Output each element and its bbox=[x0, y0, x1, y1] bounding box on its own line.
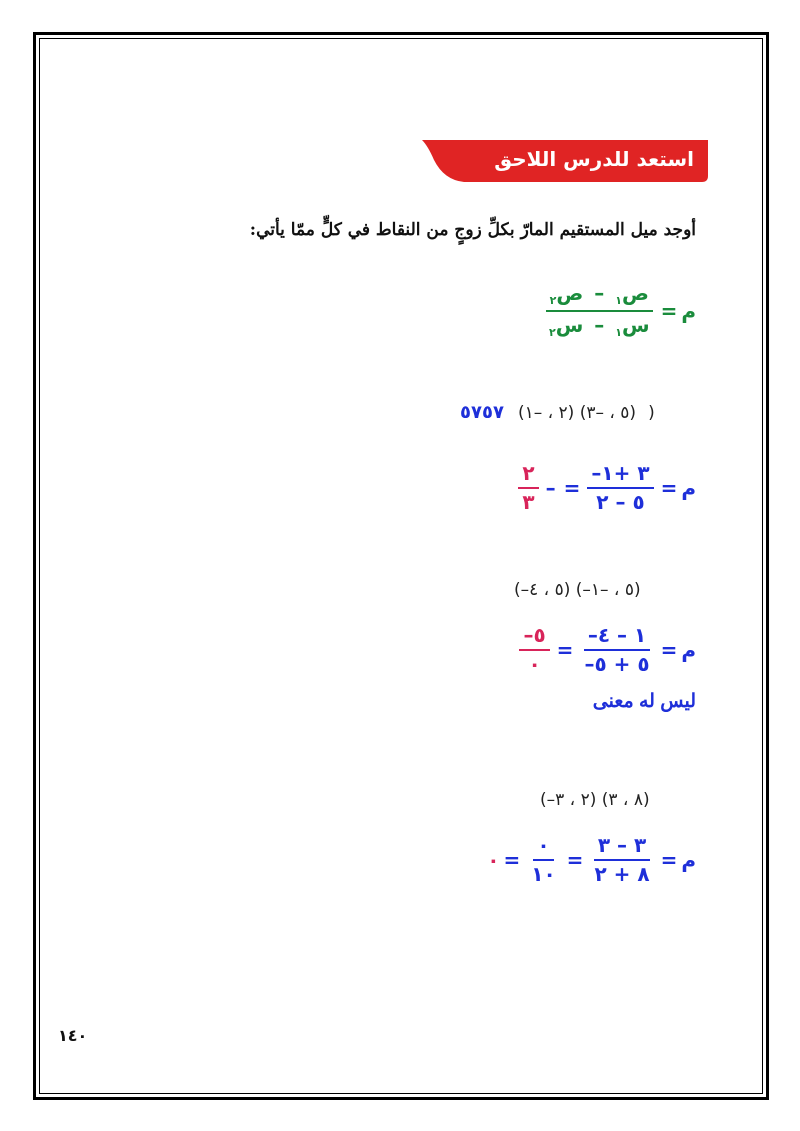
problem-2-result: $\frac{-٥}{٠}$ bbox=[519, 624, 549, 676]
slope-formula bbox=[542, 282, 696, 339]
banner-title: استعد للدرس اللاحق bbox=[494, 147, 694, 171]
problem-1-marker: ) bbox=[648, 402, 655, 423]
problem-1-header bbox=[460, 402, 655, 423]
formula-fraction bbox=[545, 282, 654, 339]
problem-2-fraction: $\frac{-١ - ٤}{-٥ + ٥}$ bbox=[584, 623, 650, 676]
formula-numerator: ص$_١$ – ص$_٢$ bbox=[546, 282, 653, 312]
problem-1-annotation: ٥٧٥٧ bbox=[460, 402, 504, 423]
formula-denominator: س$_١$ – س$_٢$ bbox=[548, 312, 650, 339]
problem-3-points: (–٢ ، ٣) (٨ ، ٣) bbox=[540, 790, 650, 810]
instruction-text: أوجد ميل المستقيم المارّ بكلِّ زوجٍ من النقاط في كلٍّ ممّا يأتي: bbox=[249, 220, 696, 240]
problem-3-fraction: $\frac{٣ - ٣}{٨ + ٢}$ bbox=[594, 833, 650, 886]
problem-1-points: (٢ ، –١) (٥ ، –٣) bbox=[517, 402, 637, 423]
problem-3-solution: ٠ = $\frac{٠}{١٠}$ = $\frac{٣ - ٣}{٨ + ٢}$ = م bbox=[487, 833, 696, 886]
page-border-inner bbox=[39, 38, 763, 1094]
problem-3-final: ٠ bbox=[487, 848, 500, 872]
page-number: ١٤٠ bbox=[58, 1026, 88, 1045]
section-banner bbox=[422, 140, 708, 182]
formula-lhs: م bbox=[681, 298, 696, 323]
problem-1-fraction: $\frac{-٣ +١}{٥ - ٢}$ bbox=[587, 462, 653, 514]
problem-3-result: $\frac{٠}{١٠}$ bbox=[531, 833, 556, 886]
problem-1-solution: $\frac{٢}{٣}$ – = $\frac{-٣ +١}{٥ - ٢}$ = م bbox=[515, 462, 696, 514]
problem-1-result: $\frac{٢}{٣}$ bbox=[518, 462, 538, 514]
problem-2-note: ليس له معنى bbox=[592, 691, 696, 712]
formula-equals: = bbox=[660, 298, 678, 323]
problem-2-solution: $\frac{-٥}{٠}$ = $\frac{-١ - ٤}{-٥ + ٥}$ = م bbox=[516, 624, 696, 676]
problem-2-points: (–٥ ، ٤) (–٥ ، –١) bbox=[514, 580, 641, 600]
